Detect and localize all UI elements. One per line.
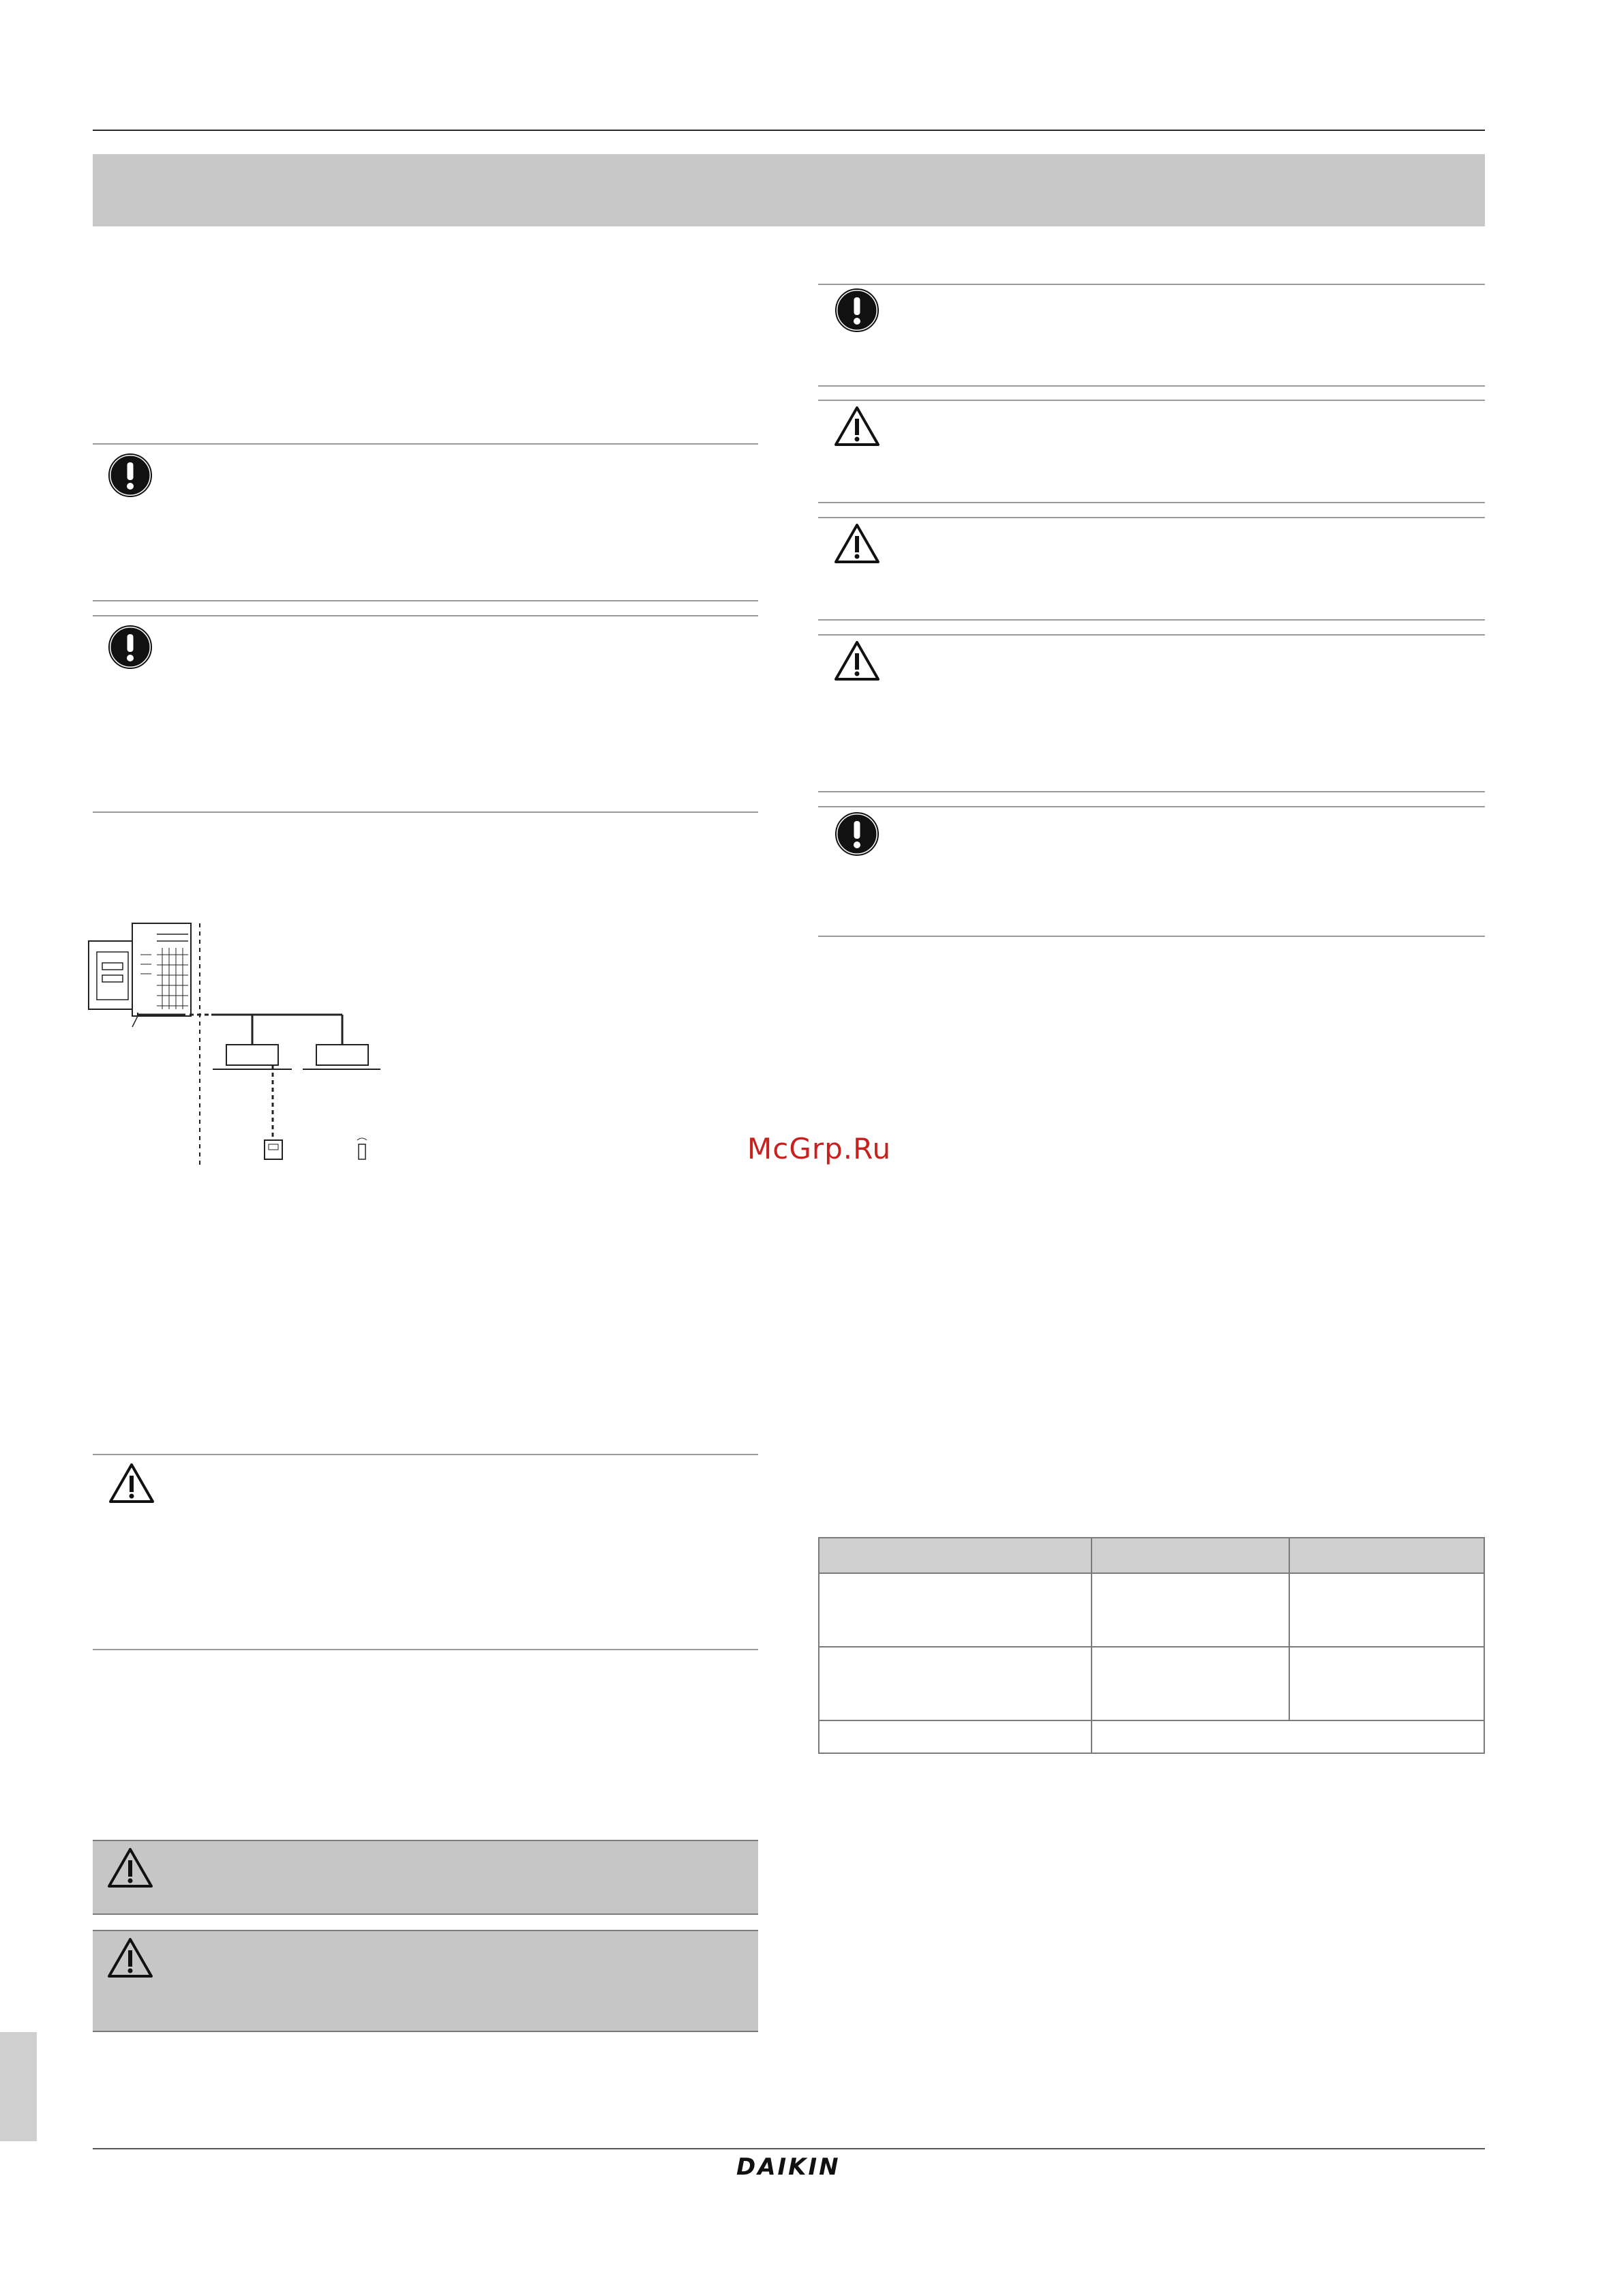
note-box-bottom-2 <box>93 811 758 813</box>
warning-triangle-icon <box>833 405 881 447</box>
warning-box-top-4 <box>818 634 1485 636</box>
warning-box-top-3 <box>818 517 1485 518</box>
gray-warning-box-2 <box>93 1930 758 2032</box>
table-row <box>819 1647 1484 1720</box>
warning-box-top-2 <box>818 400 1485 401</box>
table-header-row <box>819 1538 1484 1573</box>
note-box-bottom-3 <box>818 385 1485 387</box>
table-cell <box>1092 1720 1484 1753</box>
footer-rule <box>93 2148 1485 2149</box>
table-cell <box>819 1720 1092 1753</box>
table-cell <box>1092 1573 1289 1647</box>
chapter-header-bar <box>93 154 1485 226</box>
table-header-cell <box>819 1538 1092 1573</box>
note-box-top-1 <box>93 443 758 445</box>
warning-triangle-icon <box>833 640 881 682</box>
table-cell <box>1289 1647 1484 1720</box>
note-box-top-4 <box>818 806 1485 807</box>
top-rule <box>93 130 1485 131</box>
table-row <box>819 1573 1484 1647</box>
exclamation-circle-icon <box>834 811 879 856</box>
table-cell <box>819 1573 1092 1647</box>
note-box-bottom-4 <box>818 936 1485 937</box>
language-side-tab <box>0 2032 37 2141</box>
exclamation-circle-icon <box>108 625 153 670</box>
spec-table <box>818 1537 1485 1754</box>
warning-box-top-1 <box>93 1454 758 1455</box>
warning-triangle-icon <box>106 1847 154 1889</box>
table-cell <box>1289 1573 1484 1647</box>
indoor-unit-1 <box>226 1045 278 1065</box>
warning-box-bottom-1 <box>93 1649 758 1650</box>
note-box-bottom-1 <box>93 600 758 601</box>
table-cell <box>819 1647 1092 1720</box>
exclamation-circle-icon <box>834 288 879 333</box>
wireless-remote-controller <box>359 1144 365 1159</box>
table-cell <box>1092 1647 1289 1720</box>
note-box-top-3 <box>818 284 1485 285</box>
warning-box-bottom-2 <box>818 502 1485 503</box>
exclamation-circle-icon <box>108 453 153 498</box>
table-header-cell <box>1092 1538 1289 1573</box>
table-row <box>819 1720 1484 1753</box>
warning-triangle-icon <box>108 1462 155 1504</box>
table-header-cell <box>1289 1538 1484 1573</box>
control-cabinet <box>132 923 191 1016</box>
warning-triangle-icon <box>833 522 881 565</box>
warning-box-bottom-4 <box>818 791 1485 792</box>
warning-box-bottom-3 <box>818 619 1485 621</box>
warning-triangle-icon <box>106 1937 154 1979</box>
indoor-unit-2 <box>316 1045 368 1065</box>
gray-warning-box-1 <box>93 1840 758 1915</box>
watermark: McGrp.Ru <box>747 1132 892 1165</box>
note-box-top-2 <box>93 615 758 616</box>
daikin-logo: DAIKIN <box>736 2153 841 2181</box>
system-layout-diagram <box>75 914 395 1173</box>
